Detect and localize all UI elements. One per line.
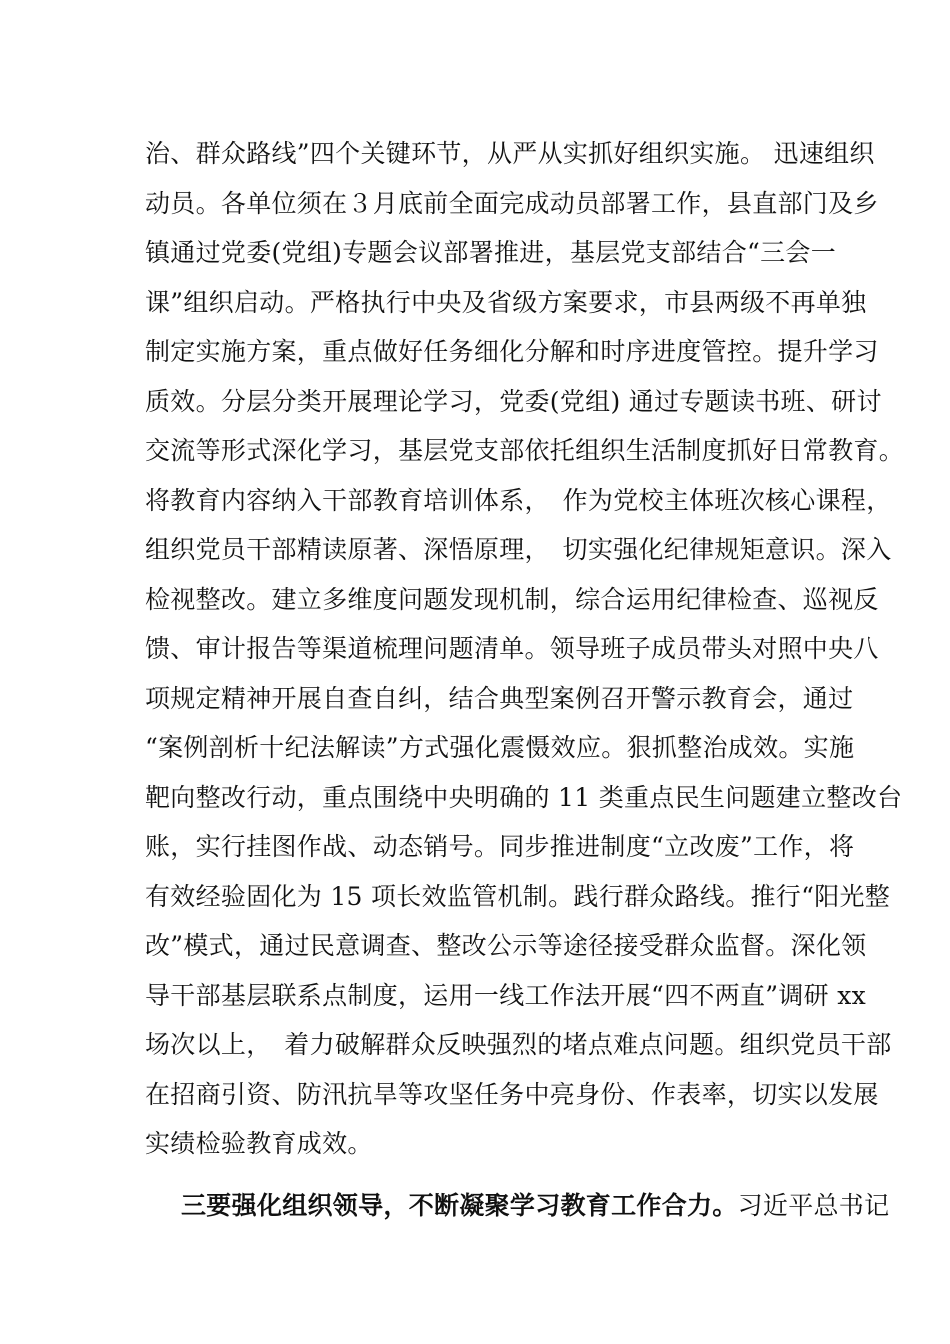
text-line: 实绩检验教育成效。 [145,1129,373,1158]
final-paragraph [145,1186,890,1226]
section-heading: 三要强化组织领导，不断凝聚学习教育工作合力。 [181,1191,738,1220]
document-body [145,134,905,1226]
text-line: 在招商引资、防汛抗旱等攻坚任务中亮身份、作表率，切实以发展 [145,1079,879,1109]
text-line: 将教育内容纳入干部教育培训体系， 作为党校主体班次核心课程， [145,485,892,515]
text-line: 有效经验固化为 15 项长效监管机制。践行群众路线。推行“阳光整 [145,881,891,911]
text-line: 动员。各单位须在３月底前全面完成动员部署工作，县直部门及乡 [145,188,879,218]
text-line: 改”模式，通过民意调查、整改公示等途径接受群众监督。深化领 [145,931,867,960]
text-line: 馈、审计报告等渠道梳理问题清单。领导班子成员带头对照中央八 [145,634,879,663]
text-line: 导干部基层联系点制度，运用一线工作法开展“四不两直”调研 xx [145,980,867,1010]
paragraph-text: 习近平总书记 [737,1191,890,1220]
text-line: 组织党员干部精读原著、深悟原理， 切实强化纪律规矩意识。深入 [145,535,892,564]
text-line: 账，实行挂图作战、动态销号。同步推进制度“立改废”工作，将 [145,832,855,861]
text-line: 靶向整改行动，重点围绕中央明确的 11 类重点民生问题建立整改台 [145,782,903,812]
text-line: 场次以上， 着力破解群众反映强烈的堵点难点问题。组织党员干部 [145,1030,892,1059]
text-line: 治、群众路线”四个关键环节，从严从实抓好组织实施。 迅速组织 [145,139,875,168]
text-line: 交流等形式深化学习，基层党支部依托组织生活制度抓好日常教育。 [145,436,905,465]
text-line: 项规定精神开展自查自纠，结合典型案例召开警示教育会，通过 [145,683,854,713]
text-line: 制定实施方案，重点做好任务细化分解和时序进度管控。提升学习 [145,337,879,366]
text-line: “案例剖析十纪法解读”方式强化震慑效应。狠抓整治成效。实施 [145,733,855,762]
text-line: 课”组织启动。严格执行中央及省级方案要求，市县两级不再单独 [145,287,867,317]
text-line: 检视整改。建立多维度问题发现机制，综合运用纪律检查、巡视反 [145,584,879,614]
text-line: 质效。分层分类开展理论学习，党委(党组) 通过专题读书班、研讨 [145,386,882,416]
text-line: 镇通过党委(党组)专题会议部署推进，基层党支部结合“三会一 [145,238,836,267]
